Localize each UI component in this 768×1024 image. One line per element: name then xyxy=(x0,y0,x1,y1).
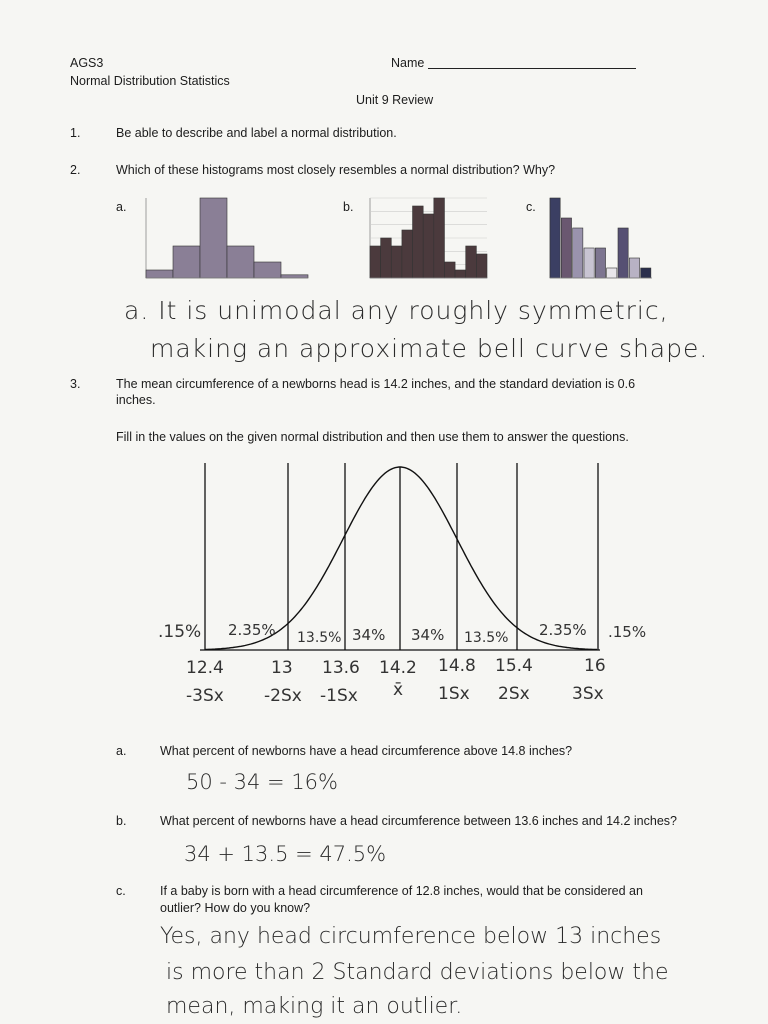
unit-title: Unit 9 Review xyxy=(356,93,434,107)
qc-answer-line1: Yes, any head circumference below 13 inches xyxy=(160,924,662,949)
hist-bar xyxy=(561,218,571,278)
hist-bar xyxy=(423,214,434,278)
sd-label: x̄ xyxy=(393,680,404,700)
hist-a-label: a. xyxy=(116,200,127,214)
hist-bar xyxy=(595,248,605,278)
histogram-c xyxy=(544,194,654,286)
pct-label: .15% xyxy=(158,622,202,642)
value-label: 16 xyxy=(584,656,606,676)
histogram-a xyxy=(140,194,310,286)
hist-bar xyxy=(455,270,466,278)
name-blank-line xyxy=(428,68,636,69)
hist-bar xyxy=(370,246,381,278)
hist-bar xyxy=(444,262,455,278)
qb-text: What percent of newborns have a head circumference between 13.6 inches and 14.2 inches? xyxy=(160,814,677,828)
hist-bar xyxy=(618,228,628,278)
hist-bar xyxy=(434,198,445,278)
sd-label: 3Sx xyxy=(572,684,604,704)
hist-bar xyxy=(466,246,477,278)
hist-b-label: b. xyxy=(343,200,354,214)
sd-label: -2Sx xyxy=(264,686,302,706)
name-label: Name xyxy=(391,56,425,70)
qa-answer: 50 - 34 = 16% xyxy=(186,770,338,794)
qc-text-line1: If a baby is born with a head circumference of 12.8 inches, would that be considered an xyxy=(160,884,643,898)
pct-label: 2.35% xyxy=(539,621,587,639)
pct-label: 34% xyxy=(411,626,445,644)
hist-bar xyxy=(227,246,254,278)
hist-c-label: c. xyxy=(526,200,536,214)
hist-bar xyxy=(173,246,200,278)
value-label: 13.6 xyxy=(322,658,360,678)
hist-bar xyxy=(413,206,424,278)
q2-text: Which of these histograms most closely resembles a normal distribution? Why? xyxy=(116,163,556,177)
hist-bar xyxy=(402,230,413,278)
pct-label: 2.35% xyxy=(228,621,276,639)
q1-number: 1. xyxy=(70,126,81,140)
hist-bar xyxy=(381,238,392,278)
q2-number: 2. xyxy=(70,163,81,177)
sd-label: -1Sx xyxy=(320,686,358,706)
pct-label: .15% xyxy=(608,623,647,641)
q2-answer-line1: a. It is unimodal any roughly symmetric, xyxy=(124,296,669,325)
value-label: 13 xyxy=(271,658,293,678)
sd-label: 1Sx xyxy=(438,684,470,704)
qa-letter: a. xyxy=(116,744,127,758)
pct-label: 13.5% xyxy=(297,630,342,646)
qc-text-line2: outlier? How do you know? xyxy=(160,901,311,915)
qc-answer-line3: mean, making it an outlier. xyxy=(166,994,463,1019)
q2-answer-line2: making an approximate bell curve shape. xyxy=(150,334,709,363)
value-label: 15.4 xyxy=(495,656,533,676)
hist-bar xyxy=(607,268,617,278)
hist-bar xyxy=(281,275,308,278)
pct-label: 34% xyxy=(352,626,386,644)
hist-bar xyxy=(391,246,402,278)
hist-bar xyxy=(550,198,560,278)
normal-curve-diagram xyxy=(0,455,768,715)
qa-text: What percent of newborns have a head circumference above 14.8 inches? xyxy=(160,744,573,758)
hist-bar xyxy=(573,228,583,278)
q1-text: Be able to describe and label a normal distribution. xyxy=(116,126,397,140)
hist-bar xyxy=(200,198,227,278)
qc-answer-line2: is more than 2 Standard deviations below the xyxy=(166,960,669,985)
qb-letter: b. xyxy=(116,814,127,828)
hist-bar xyxy=(584,248,594,278)
qb-answer: 34 + 13.5 = 47.5% xyxy=(184,842,387,866)
sd-label: 2Sx xyxy=(498,684,530,704)
q3-number: 3. xyxy=(70,377,81,391)
q3-text-line2: inches. xyxy=(116,393,156,407)
hist-bar xyxy=(146,270,173,278)
value-label: 12.4 xyxy=(186,658,224,678)
hist-bar xyxy=(254,262,281,278)
hist-bar xyxy=(476,254,487,278)
qc-letter: c. xyxy=(116,884,126,898)
course-code: AGS3 xyxy=(70,56,104,70)
q3-text-line1: The mean circumference of a newborns head is 14.2 inches, and the standard deviation is 0.6 xyxy=(116,377,636,391)
value-label: 14.2 xyxy=(379,658,417,678)
worksheet-title: Normal Distribution Statistics xyxy=(70,74,230,88)
q3-instruction: Fill in the values on the given normal distribution and then use them to answer the questions. xyxy=(116,430,629,444)
hist-bar xyxy=(641,268,651,278)
hist-bar xyxy=(629,258,639,278)
sd-label: -3Sx xyxy=(186,686,224,706)
histogram-b xyxy=(364,194,489,286)
pct-label: 13.5% xyxy=(464,630,509,646)
value-label: 14.8 xyxy=(438,656,476,676)
